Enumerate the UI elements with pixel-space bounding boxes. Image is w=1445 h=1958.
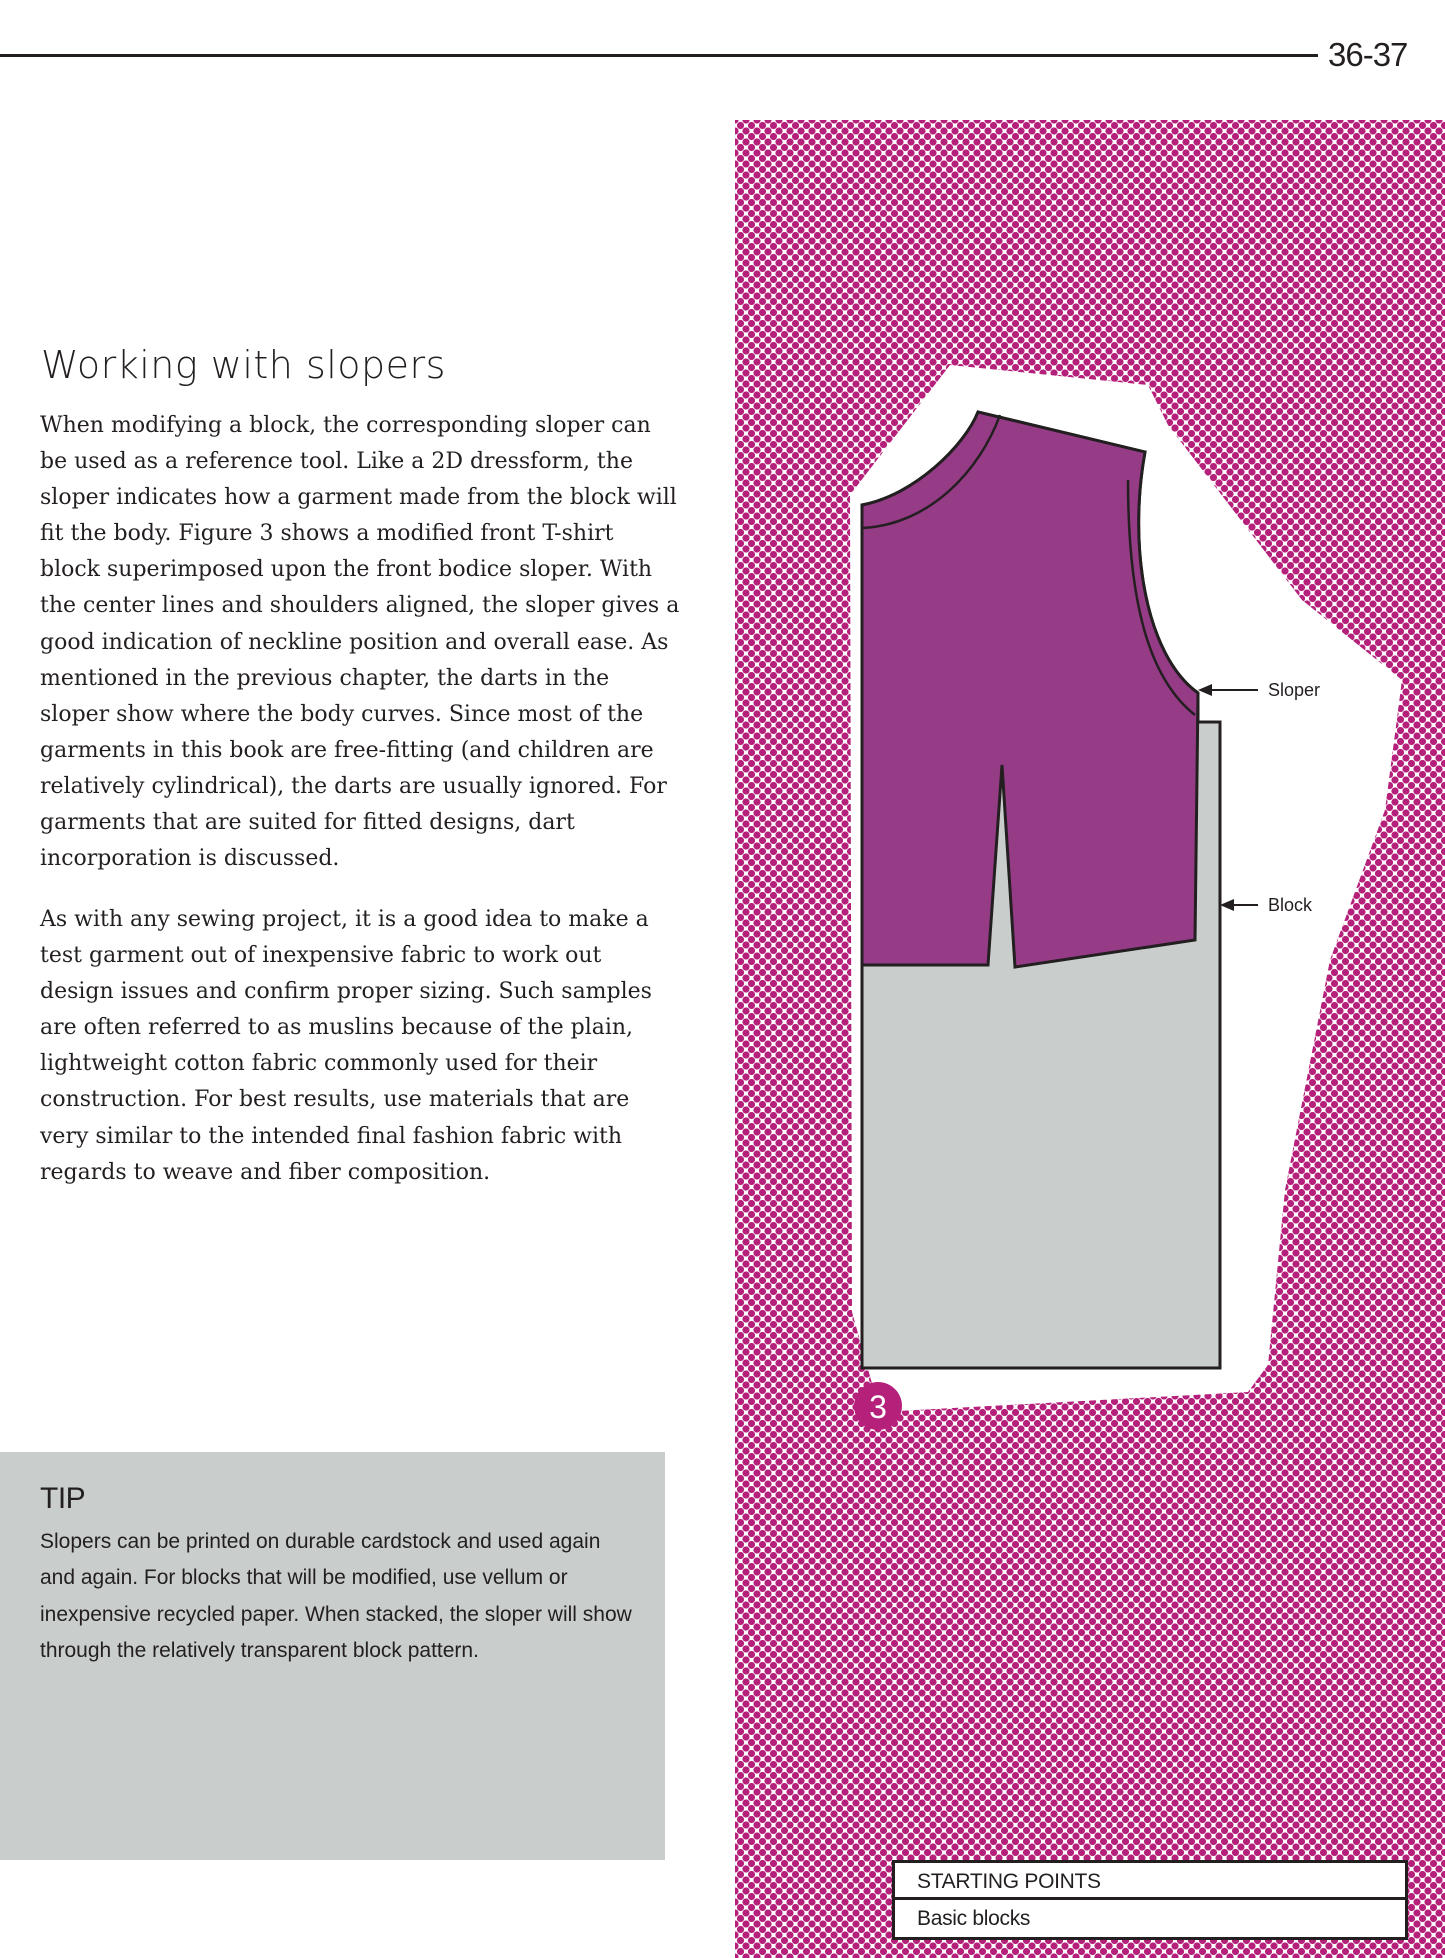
- block-label: Block: [1268, 895, 1313, 915]
- section-heading: Working with slopers: [41, 343, 446, 387]
- tip-title: TIP: [40, 1482, 86, 1515]
- body-paragraph-2: As with any sewing project, it is a good idea to make a test garment out of inexpensive fabric to work out design issues and confirm proper sizing. Such samples are often referred to as muslins because of the plain, lightweight cotton fabric commonly used for their construction. For best results, use materials that are very similar to the intended final fashion fabric with regards to weave and fiber composition.: [40, 907, 652, 1185]
- nav-subsection-label: Basic blocks: [917, 1907, 1031, 1930]
- nav-section-label: STARTING POINTS: [895, 1863, 1405, 1900]
- body-paragraph-1: When modifying a block, the corresponding sloper can be used as a reference tool. Like a 2D dressform, the sloper indicates how a garment made from the block will fit the body. Figure 3 shows a modified front T-shirt block superimposed upon the front bodice sloper. With the center lines and shoulders aligned, the sloper gives a good indication of neckline position and overall ease. As mentioned in the previous chapter, the darts in the sloper show where the body curves. Since most of the garments in this book are free-fitting (and children are relatively cylindrical), the darts are usually ignored. For garments that are suited for fitted designs, dart incorporation is discussed.: [40, 413, 680, 872]
- page-number: 36-37: [1328, 36, 1408, 73]
- figure-number: 3: [869, 1389, 887, 1425]
- sloper-label: Sloper: [1268, 680, 1321, 700]
- tip-text: Slopers can be printed on durable cardstock and used again and again. For blocks that will be modified, use vellum or inexpensive recycled paper. When stacked, the sloper will show through the relatively transparent block pattern.: [40, 1530, 632, 1662]
- section-nav-box: [892, 1860, 1408, 1940]
